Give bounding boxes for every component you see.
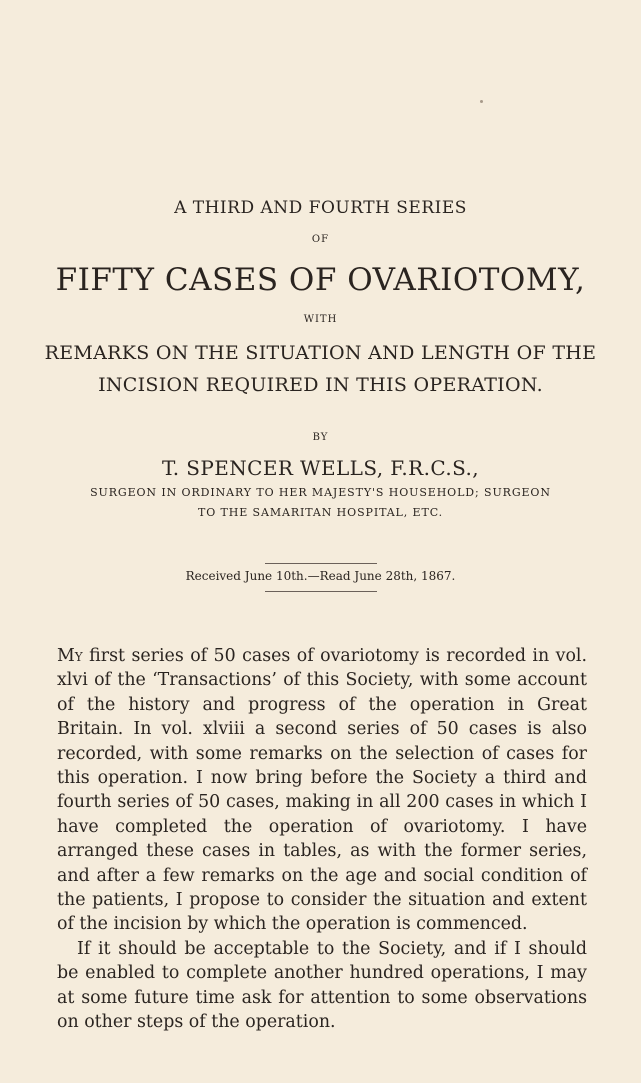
received-note: Received June 10th.—Read June 28th, 1867. <box>185 569 456 583</box>
paragraph-1 <box>57 644 587 937</box>
title-of: OF <box>311 234 330 245</box>
author-name: T. SPENCER WELLS, F.R.C.S., <box>161 456 480 480</box>
main-title: FIFTY CASES OF OVARIOTOMY, <box>55 262 586 298</box>
bottom-divider <box>265 591 377 592</box>
author-affiliation-line-2: TO THE SAMARITAN HOSPITAL, ETC. <box>197 506 444 519</box>
title-line-1: A THIRD AND FOURTH SERIES <box>174 198 467 218</box>
subtitle-line-2: INCISION REQUIRED IN THIS OPERATION. <box>98 374 543 396</box>
paper-speck <box>480 100 483 103</box>
paragraph-2: If it should be acceptable to the Society, and if I should be enabled to complete another hundred operations, I may at some future time ask for attention to some observations on other steps of the operation. <box>57 938 587 1033</box>
author-affiliation-line-1: SURGEON IN ORDINARY TO HER MAJESTY'S HOUSEHOLD; SURGEON <box>90 486 551 499</box>
top-divider <box>265 563 377 564</box>
paragraph-1-text: first series of 50 cases of ovariotomy is recorded in vol. xlvi of the ‘Transactions’ of this Society, with some account of the history and progress of the operation in Great Britain. In vol. xlviii a second series of 50 cases is also recorded, with some remarks on the selection of cases for this operation. I now bring before the Society a third and fourth series of 50 cases, making in all 200 cases in which I have completed the operation of ovariotomy. I have arranged these cases in tables, as with the former series, and after a few remarks on the age and social condition of the patients, I propose to consider the situation and extent of the incision by which the operation is commenced. <box>57 646 587 935</box>
subtitle-line-1: REMARKS ON THE SITUATION AND LENGTH OF THE <box>44 342 597 364</box>
body-text <box>57 644 587 1035</box>
paragraph-1-first-word: My <box>57 646 83 666</box>
byline-by: BY <box>312 432 329 443</box>
title-with: WITH <box>303 314 338 325</box>
